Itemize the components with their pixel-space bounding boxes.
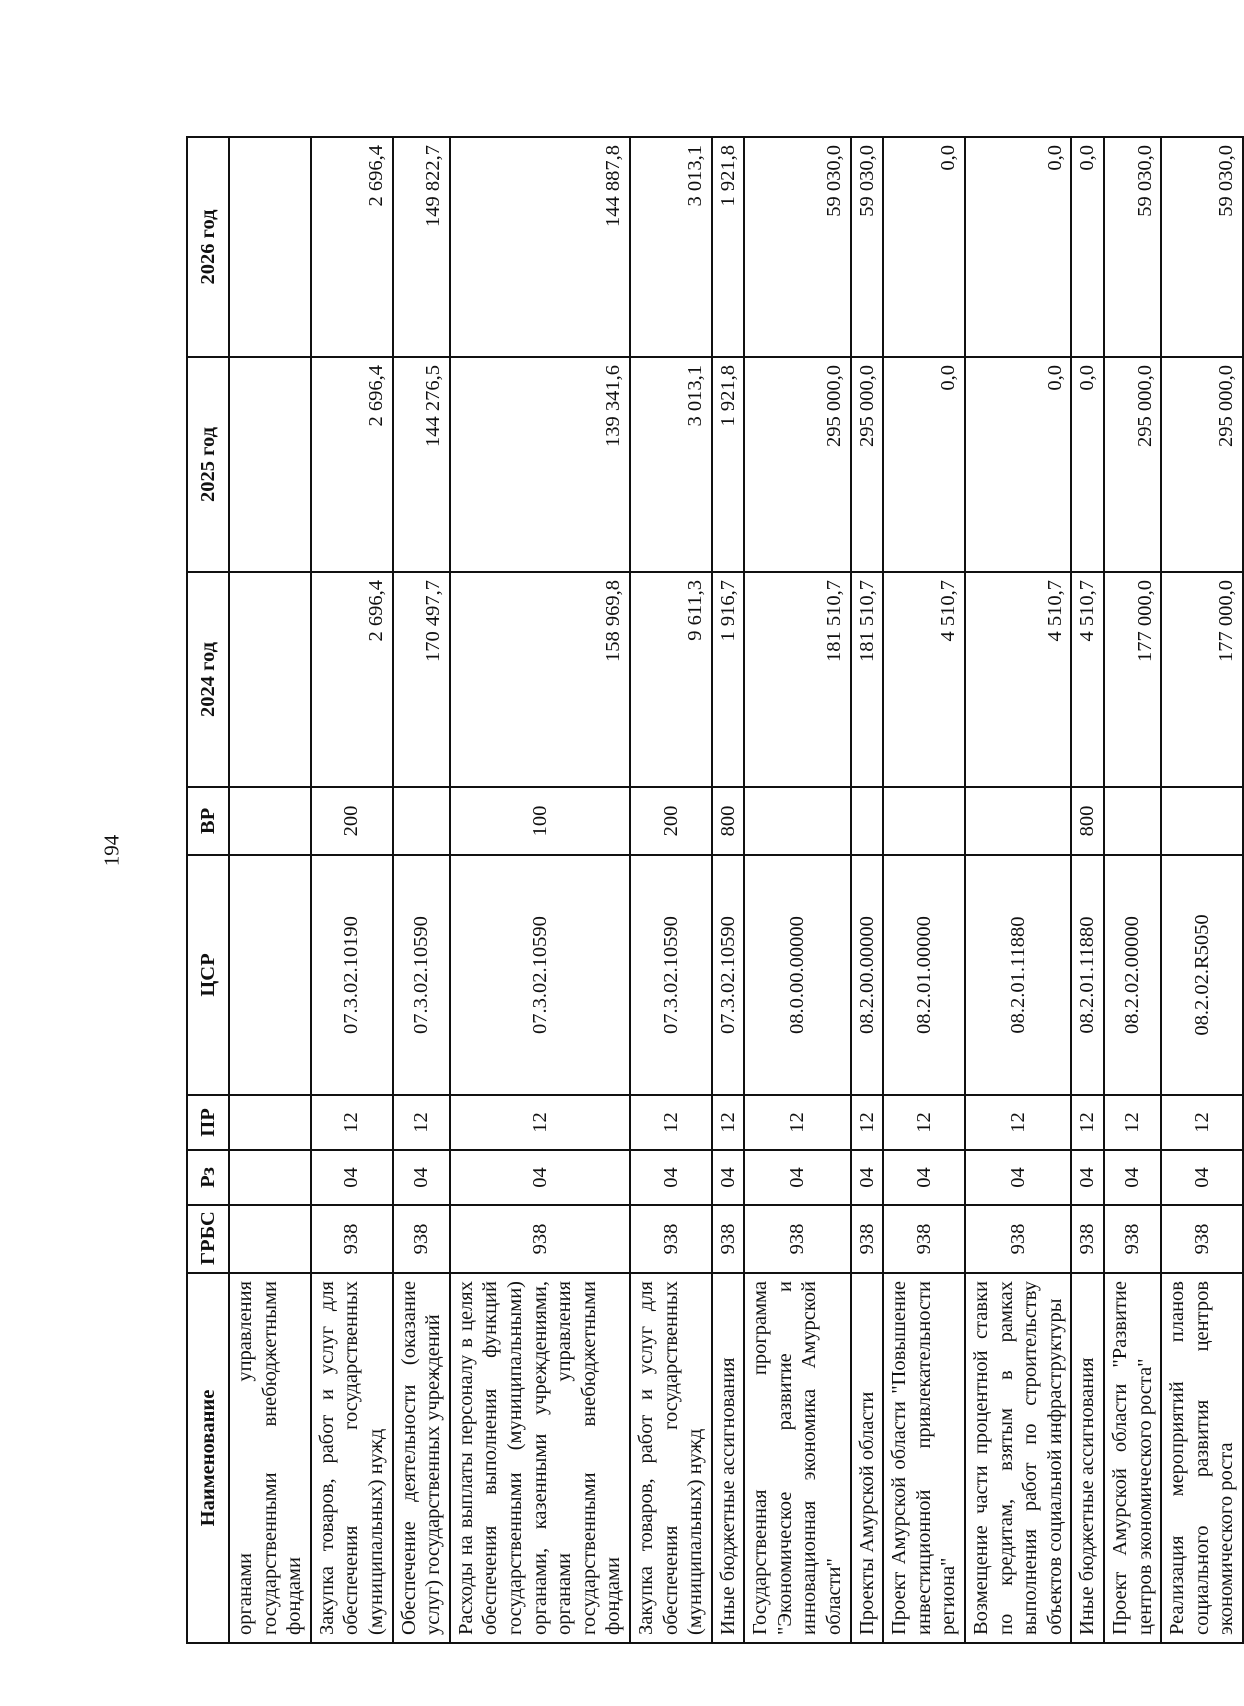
- row-grbs: [229, 1205, 311, 1273]
- row-rz: 04: [1104, 1150, 1161, 1205]
- row-grbs: 938: [311, 1205, 393, 1273]
- row-value-2024: 181 510,7: [851, 572, 884, 787]
- row-rz: 04: [1161, 1150, 1243, 1205]
- row-csr: 08.2.01.00000: [883, 855, 965, 1095]
- row-grbs: 938: [712, 1205, 745, 1273]
- row-grbs: 938: [1104, 1205, 1161, 1273]
- row-rz: 04: [630, 1150, 712, 1205]
- row-csr: 08.2.02.R5050: [1161, 855, 1243, 1095]
- table-row: [712, 137, 745, 1643]
- row-value-2026: 0,0: [965, 137, 1071, 357]
- row-pr: 12: [1104, 1095, 1161, 1150]
- table-header-row: [187, 137, 229, 1643]
- row-vr: [229, 787, 311, 855]
- row-name: Закупка товаров, работ и услуг для обеспечения государственных (муниципальных) нужд: [311, 1273, 393, 1643]
- row-grbs: 938: [744, 1205, 850, 1273]
- row-rz: 04: [712, 1150, 745, 1205]
- row-csr: 08.2.01.11880: [1071, 855, 1104, 1095]
- row-value-2024: 170 497,7: [393, 572, 450, 787]
- row-value-2025: 0,0: [965, 357, 1071, 572]
- table-row: [744, 137, 850, 1643]
- row-vr: 200: [311, 787, 393, 855]
- row-vr: [965, 787, 1071, 855]
- row-name: Иные бюджетные ассигнования: [1071, 1273, 1104, 1643]
- table-row: [229, 137, 311, 1643]
- row-pr: [229, 1095, 311, 1150]
- row-name: органами управления государственными внебюджетными фондами: [229, 1273, 311, 1643]
- row-vr: 200: [630, 787, 712, 855]
- row-pr: 12: [1071, 1095, 1104, 1150]
- row-csr: [229, 855, 311, 1095]
- row-pr: 12: [450, 1095, 630, 1150]
- row-value-2025: 295 000,0: [744, 357, 850, 572]
- row-value-2026: 1 921,8: [712, 137, 745, 357]
- page-number: 194: [99, 834, 124, 867]
- row-name: Реализация мероприятий планов социального развития центров экономического роста: [1161, 1273, 1243, 1643]
- row-csr: 07.3.02.10590: [630, 855, 712, 1095]
- header-csr: ЦСР: [187, 855, 229, 1095]
- header-name: Наименование: [187, 1273, 229, 1643]
- row-grbs: 938: [965, 1205, 1071, 1273]
- row-rz: 04: [851, 1150, 884, 1205]
- header-vr: ВР: [187, 787, 229, 855]
- row-grbs: 938: [883, 1205, 965, 1273]
- row-vr: 800: [1071, 787, 1104, 855]
- row-csr: 08.2.01.11880: [965, 855, 1071, 1095]
- row-pr: 12: [965, 1095, 1071, 1150]
- header-rz: Рз: [187, 1150, 229, 1205]
- row-pr: 12: [851, 1095, 884, 1150]
- row-rz: 04: [393, 1150, 450, 1205]
- row-csr: 08.0.00.00000: [744, 855, 850, 1095]
- row-name: Проекты Амурской области: [851, 1273, 884, 1643]
- row-value-2024: 2 696,4: [311, 572, 393, 787]
- row-pr: 12: [744, 1095, 850, 1150]
- table-row: [1104, 137, 1161, 1643]
- row-value-2025: 3 013,1: [630, 357, 712, 572]
- row-value-2024: 9 611,3: [630, 572, 712, 787]
- table-row: [965, 137, 1071, 1643]
- header-2024: 2024 год: [187, 572, 229, 787]
- row-name: Закупка товаров, работ и услуг для обеспечения государственных (муниципальных) нужд: [630, 1273, 712, 1643]
- row-vr: [851, 787, 884, 855]
- row-name: Проект Амурской области "Повышение инвестиционной привлекательности региона": [883, 1273, 965, 1643]
- row-pr: 12: [712, 1095, 745, 1150]
- row-value-2024: 177 000,0: [1104, 572, 1161, 787]
- row-vr: 100: [450, 787, 630, 855]
- row-value-2026: 3 013,1: [630, 137, 712, 357]
- row-csr: 08.2.00.00000: [851, 855, 884, 1095]
- row-name: Проект Амурской области "Развитие центров экономического роста": [1104, 1273, 1161, 1643]
- row-name: Обеспечение деятельности (оказание услуг) государственных учреждений: [393, 1273, 450, 1643]
- row-value-2026: 59 030,0: [744, 137, 850, 357]
- row-name: Расходы на выплаты персоналу в целях обеспечения выполнения функций государственными (муниципальными) органами, казенными учреждениями, органами управления государственными внебюджетными фондами: [450, 1273, 630, 1643]
- row-grbs: 938: [1071, 1205, 1104, 1273]
- row-pr: 12: [393, 1095, 450, 1150]
- row-value-2024: 177 000,0: [1161, 572, 1243, 787]
- table-row: [393, 137, 450, 1643]
- budget-table: [186, 136, 1244, 1644]
- row-pr: 12: [1161, 1095, 1243, 1150]
- row-grbs: 938: [630, 1205, 712, 1273]
- row-grbs: 938: [851, 1205, 884, 1273]
- row-grbs: 938: [1161, 1205, 1243, 1273]
- row-vr: [1161, 787, 1243, 855]
- row-value-2026: 0,0: [883, 137, 965, 357]
- row-value-2025: 2 696,4: [311, 357, 393, 572]
- row-value-2024: 4 510,7: [965, 572, 1071, 787]
- row-value-2024: 4 510,7: [1071, 572, 1104, 787]
- row-value-2025: 295 000,0: [851, 357, 884, 572]
- row-value-2024: 158 969,8: [450, 572, 630, 787]
- row-csr: 07.3.02.10590: [393, 855, 450, 1095]
- table-row: [311, 137, 393, 1643]
- header-2026: 2026 год: [187, 137, 229, 357]
- row-csr: 08.2.02.00000: [1104, 855, 1161, 1095]
- row-value-2025: 1 921,8: [712, 357, 745, 572]
- row-grbs: 938: [450, 1205, 630, 1273]
- table-rotated-container: [186, 138, 1238, 1644]
- row-value-2026: 59 030,0: [1161, 137, 1243, 357]
- table-row: [851, 137, 884, 1643]
- row-value-2026: 59 030,0: [851, 137, 884, 357]
- row-grbs: 938: [393, 1205, 450, 1273]
- row-value-2025: 295 000,0: [1161, 357, 1243, 572]
- row-value-2025: 0,0: [1071, 357, 1104, 572]
- row-rz: 04: [744, 1150, 850, 1205]
- row-value-2024: 181 510,7: [744, 572, 850, 787]
- header-grbs: ГРБС: [187, 1205, 229, 1273]
- row-value-2025: 144 276,5: [393, 357, 450, 572]
- row-csr: 07.3.02.10590: [450, 855, 630, 1095]
- row-pr: 12: [883, 1095, 965, 1150]
- row-value-2025: 295 000,0: [1104, 357, 1161, 572]
- row-value-2026: 144 887,8: [450, 137, 630, 357]
- row-vr: [393, 787, 450, 855]
- row-rz: 04: [883, 1150, 965, 1205]
- row-value-2026: [229, 137, 311, 357]
- table-row: [1161, 137, 1243, 1643]
- row-vr: [883, 787, 965, 855]
- row-name: Возмещение части процентной ставки по кредитам, взятым в рамках выполнения работ по строительству объектов социальной инфраструктуры: [965, 1273, 1071, 1643]
- row-value-2026: 59 030,0: [1104, 137, 1161, 357]
- row-rz: 04: [311, 1150, 393, 1205]
- row-vr: 800: [712, 787, 745, 855]
- row-pr: 12: [630, 1095, 712, 1150]
- row-value-2025: [229, 357, 311, 572]
- row-value-2025: 0,0: [883, 357, 965, 572]
- table-row: [630, 137, 712, 1643]
- row-value-2026: 0,0: [1071, 137, 1104, 357]
- table-row: [883, 137, 965, 1643]
- row-name: Государственная программа "Экономическое развитие и инновационная экономика Амурской области": [744, 1273, 850, 1643]
- header-pr: ПР: [187, 1095, 229, 1150]
- row-value-2026: 2 696,4: [311, 137, 393, 357]
- table-row: [450, 137, 630, 1643]
- row-value-2026: 149 822,7: [393, 137, 450, 357]
- row-csr: 07.3.02.10190: [311, 855, 393, 1095]
- row-value-2024: 4 510,7: [883, 572, 965, 787]
- table-row: [1071, 137, 1104, 1643]
- row-rz: [229, 1150, 311, 1205]
- row-vr: [744, 787, 850, 855]
- row-value-2025: 139 341,6: [450, 357, 630, 572]
- row-rz: 04: [965, 1150, 1071, 1205]
- row-rz: 04: [450, 1150, 630, 1205]
- row-name: Иные бюджетные ассигнования: [712, 1273, 745, 1643]
- row-value-2024: [229, 572, 311, 787]
- row-rz: 04: [1071, 1150, 1104, 1205]
- row-value-2024: 1 916,7: [712, 572, 745, 787]
- row-csr: 07.3.02.10590: [712, 855, 745, 1095]
- row-pr: 12: [311, 1095, 393, 1150]
- row-vr: [1104, 787, 1161, 855]
- header-2025: 2025 год: [187, 357, 229, 572]
